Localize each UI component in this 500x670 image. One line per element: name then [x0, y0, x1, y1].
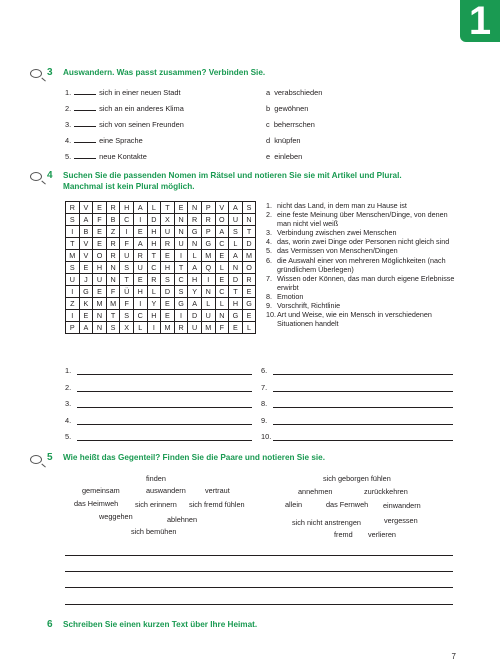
answer-line[interactable] [77, 440, 252, 441]
word-item: weggehen [99, 512, 133, 521]
grid-cell[interactable]: Y [147, 298, 161, 310]
answer-line[interactable] [273, 391, 453, 392]
grid-cell[interactable]: E [133, 226, 147, 238]
grid-cell[interactable]: S [120, 262, 134, 274]
grid-cell[interactable]: S [106, 322, 120, 334]
answer-number: 7. [261, 382, 268, 392]
clue-number: 3. [266, 228, 272, 238]
clue-list [266, 201, 461, 328]
word-item: das Heimweh [74, 499, 119, 508]
grid-cell[interactable]: F [106, 286, 120, 298]
grid-cell[interactable]: L [147, 286, 161, 298]
clue-item [266, 210, 461, 228]
grid-cell[interactable]: Y [188, 286, 202, 298]
grid-cell[interactable]: R [133, 250, 147, 262]
grid-cell[interactable]: R [106, 202, 120, 214]
grid-cell[interactable]: I [66, 226, 80, 238]
grid-cell[interactable]: G [201, 238, 215, 250]
grid-cell[interactable]: N [106, 274, 120, 286]
grid-cell[interactable]: R [66, 202, 80, 214]
grid-cell[interactable]: M [201, 250, 215, 262]
clue-text: Art und Weise, wie ein Mensch in verschiedenen Situationen handelt [277, 310, 432, 329]
grid-row [66, 310, 256, 322]
answer-row [261, 416, 267, 425]
grid-cell[interactable]: M [242, 250, 256, 262]
grid-cell[interactable]: L [201, 298, 215, 310]
grid-cell[interactable]: N [174, 214, 188, 226]
answer-row [261, 366, 267, 375]
word-item: auswandern [146, 486, 186, 495]
grid-cell[interactable]: R [174, 322, 188, 334]
grid-cell[interactable]: E [229, 322, 243, 334]
answer-blank[interactable] [74, 110, 96, 111]
grid-cell[interactable]: H [147, 226, 161, 238]
answer-blank[interactable] [74, 94, 96, 95]
grid-cell[interactable]: G [174, 298, 188, 310]
clue-text: Emotion [277, 291, 304, 301]
exercise-instruction: Wie heißt das Gegenteil? Finden Sie die Paare und notieren Sie sie. [63, 453, 325, 462]
clue-item [266, 228, 461, 237]
grid-cell[interactable]: O [242, 262, 256, 274]
grid-cell[interactable]: C [147, 262, 161, 274]
grid-cell[interactable]: H [147, 310, 161, 322]
grid-cell[interactable]: E [242, 310, 256, 322]
grid-cell[interactable]: B [106, 214, 120, 226]
grid-cell[interactable]: E [79, 262, 93, 274]
grid-cell[interactable]: N [215, 310, 229, 322]
grid-cell[interactable]: S [120, 310, 134, 322]
magnifier-icon [30, 455, 42, 464]
grid-cell[interactable]: L [229, 238, 243, 250]
answer-line[interactable] [273, 440, 453, 441]
clue-text: die Auswahl einer von mehreren Möglichkeiten (nach gründlichem Überlegen) [277, 255, 446, 274]
grid-cell[interactable]: H [161, 262, 175, 274]
grid-cell[interactable]: F [120, 298, 134, 310]
clue-number: 4. [266, 237, 272, 247]
grid-cell[interactable]: T [106, 310, 120, 322]
answer-line[interactable] [77, 391, 252, 392]
exercise-number: 3 [47, 67, 53, 78]
word-item: zurückkehren [364, 487, 408, 496]
grid-cell[interactable]: G [242, 298, 256, 310]
grid-cell[interactable]: S [161, 274, 175, 286]
grid-row [66, 202, 256, 214]
grid-cell[interactable]: R [161, 238, 175, 250]
grid-cell[interactable]: M [93, 298, 107, 310]
grid-cell[interactable]: L [188, 250, 202, 262]
page-number: 7 [451, 652, 456, 661]
grid-cell[interactable]: V [79, 202, 93, 214]
answer-line[interactable] [273, 374, 453, 375]
word-search-grid[interactable] [65, 201, 256, 334]
answer-row [65, 366, 71, 375]
grid-cell[interactable]: N [242, 214, 256, 226]
answer-number: 5. [65, 432, 72, 441]
exercise-number: 5 [47, 452, 53, 463]
grid-row [66, 286, 256, 298]
clue-number: 6. [266, 255, 272, 265]
grid-cell[interactable]: H [188, 274, 202, 286]
word-item: einwandern [383, 501, 421, 510]
answer-number: 6. [261, 366, 268, 375]
grid-cell[interactable]: X [161, 214, 175, 226]
clue-item [266, 246, 461, 255]
grid-cell[interactable]: E [161, 298, 175, 310]
answer-line[interactable] [77, 424, 252, 425]
clue-text: Verbindung zwischen zwei Menschen [277, 228, 397, 238]
grid-cell[interactable]: M [161, 322, 175, 334]
grid-row [66, 298, 256, 310]
grid-cell[interactable]: R [201, 214, 215, 226]
magnifier-icon [30, 69, 42, 78]
word-item: sich geborgen fühlen [323, 474, 391, 483]
match-right-item: b gewöhnen [266, 104, 309, 113]
grid-cell[interactable]: E [133, 274, 147, 286]
grid-cell[interactable]: L [133, 322, 147, 334]
grid-cell[interactable]: A [215, 226, 229, 238]
writing-line[interactable] [65, 604, 453, 605]
grid-cell[interactable]: D [229, 274, 243, 286]
grid-cell[interactable]: O [93, 250, 107, 262]
match-left-item: 4. eine Sprache [65, 136, 143, 145]
word-item: ablehnen [167, 515, 198, 524]
clue-number: 5. [266, 246, 272, 256]
grid-cell[interactable]: N [201, 286, 215, 298]
answer-number: 8. [261, 399, 268, 408]
word-item: sich bemühen [131, 527, 177, 536]
grid-cell[interactable]: I [133, 298, 147, 310]
grid-cell[interactable]: E [93, 286, 107, 298]
grid-cell[interactable]: E [242, 286, 256, 298]
grid-row [66, 238, 256, 250]
grid-cell[interactable]: I [133, 214, 147, 226]
grid-cell[interactable]: L [215, 298, 229, 310]
grid-row [66, 250, 256, 262]
word-item: gemeinsam [82, 486, 120, 495]
grid-cell[interactable]: U [188, 322, 202, 334]
grid-cell[interactable]: N [106, 262, 120, 274]
grid-cell[interactable]: S [242, 202, 256, 214]
grid-cell[interactable]: N [174, 226, 188, 238]
grid-row [66, 262, 256, 274]
grid-cell[interactable]: C [120, 214, 134, 226]
grid-cell[interactable]: R [242, 274, 256, 286]
answer-line[interactable] [273, 424, 453, 425]
answer-blank[interactable] [74, 126, 96, 127]
clue-text: das, worin zwei Dinge oder Personen nicht gleich sind [277, 237, 450, 247]
exercise-instruction: Suchen Sie die passenden Nomen im Rätsel und notieren Sie sie mit Artikel und Plural. Manchmal ist kein Plural möglich. [63, 171, 402, 191]
grid-cell[interactable]: I [147, 322, 161, 334]
grid-cell[interactable]: F [215, 322, 229, 334]
match-left-item: 5. neue Kontakte [65, 152, 147, 161]
answer-row [65, 416, 71, 425]
grid-cell[interactable]: E [215, 274, 229, 286]
grid-cell[interactable]: T [174, 262, 188, 274]
match-left-item: 1. sich in einer neuen Stadt [65, 88, 181, 97]
grid-cell[interactable]: R [147, 274, 161, 286]
grid-cell[interactable]: S [229, 226, 243, 238]
clue-item [266, 274, 461, 292]
grid-cell[interactable]: A [133, 202, 147, 214]
clue-number: 2. [266, 210, 272, 220]
grid-cell[interactable]: E [161, 250, 175, 262]
grid-cell[interactable]: U [201, 310, 215, 322]
answer-line[interactable] [77, 374, 252, 375]
answer-blank[interactable] [74, 158, 96, 159]
grid-cell[interactable]: G [188, 226, 202, 238]
grid-cell[interactable]: I [174, 310, 188, 322]
clue-number: 7. [266, 273, 272, 283]
grid-cell[interactable]: F [93, 214, 107, 226]
clue-number: 10. [266, 310, 276, 320]
clue-item [266, 310, 461, 328]
magnifier-icon [30, 172, 42, 181]
match-right-item: d knüpfen [266, 136, 301, 145]
grid-cell[interactable]: T [242, 226, 256, 238]
exercise-number: 6 [47, 619, 53, 630]
word-item: das Fernweh [326, 500, 369, 509]
grid-cell[interactable]: U [174, 238, 188, 250]
grid-cell[interactable]: N [93, 310, 107, 322]
grid-cell[interactable]: A [229, 202, 243, 214]
grid-cell[interactable]: G [229, 310, 243, 322]
word-item: vergessen [384, 516, 418, 525]
grid-cell[interactable]: F [120, 238, 134, 250]
chapter-tab: 1 [460, 0, 500, 42]
clue-number: 1. [266, 201, 272, 210]
writing-line[interactable] [65, 555, 453, 556]
grid-cell[interactable]: U [229, 214, 243, 226]
grid-cell[interactable]: R [106, 250, 120, 262]
grid-cell[interactable]: S [174, 286, 188, 298]
grid-cell[interactable]: U [133, 262, 147, 274]
grid-cell[interactable]: E [93, 238, 107, 250]
clue-item [266, 292, 461, 301]
grid-cell[interactable]: E [161, 310, 175, 322]
grid-cell[interactable]: T [229, 286, 243, 298]
answer-number: 1. [65, 366, 72, 375]
grid-cell[interactable]: S [66, 262, 80, 274]
grid-cell[interactable]: C [174, 274, 188, 286]
clue-text: nicht das Land, in dem man zu Hause ist [277, 201, 407, 210]
answer-row [261, 399, 267, 408]
clue-number: 9. [266, 301, 272, 311]
grid-cell[interactable]: N [229, 262, 243, 274]
match-left-item: 3. sich von seinen Freunden [65, 120, 184, 129]
clue-text: Wissen oder Können, das man durch eigene Erlebnisse erwirbt [277, 273, 455, 292]
answer-line[interactable] [273, 407, 453, 408]
grid-cell[interactable]: L [147, 202, 161, 214]
grid-cell[interactable]: C [215, 286, 229, 298]
grid-cell[interactable]: J [79, 274, 93, 286]
match-right-item: e einleben [266, 152, 303, 161]
grid-cell[interactable]: U [66, 274, 80, 286]
clue-item [266, 301, 461, 310]
clue-text: eine feste Meinung über Menschen/Dinge, von denen man nicht viel weiß [277, 210, 448, 229]
word-item: vertraut [205, 486, 230, 495]
grid-cell[interactable]: I [66, 286, 80, 298]
match-right-item: c beherrschen [266, 120, 315, 129]
word-item: sich fremd fühlen [189, 500, 245, 509]
grid-cell[interactable]: E [215, 250, 229, 262]
exercise-number: 4 [47, 170, 53, 181]
grid-row [66, 214, 256, 226]
grid-cell[interactable]: A [79, 214, 93, 226]
grid-cell[interactable]: H [93, 262, 107, 274]
grid-cell[interactable]: S [66, 214, 80, 226]
grid-cell[interactable]: M [201, 322, 215, 334]
word-item: verlieren [368, 530, 396, 539]
grid-cell[interactable]: A [188, 298, 202, 310]
grid-cell[interactable]: L [242, 322, 256, 334]
grid-cell[interactable]: V [79, 238, 93, 250]
grid-cell[interactable]: E [93, 226, 107, 238]
answer-number: 9. [261, 415, 268, 425]
grid-cell[interactable]: T [161, 202, 175, 214]
grid-cell[interactable]: I [120, 226, 134, 238]
grid-cell[interactable]: L [215, 262, 229, 274]
grid-cell[interactable]: P [201, 226, 215, 238]
grid-cell[interactable]: R [188, 214, 202, 226]
answer-number: 4. [65, 415, 72, 425]
writing-line[interactable] [65, 571, 453, 572]
grid-cell[interactable]: I [66, 310, 80, 322]
grid-cell[interactable]: I [174, 250, 188, 262]
grid-cell[interactable]: C [215, 238, 229, 250]
grid-cell[interactable]: A [188, 262, 202, 274]
word-item: sich erinnern [135, 500, 177, 509]
grid-cell[interactable]: Ü [120, 286, 134, 298]
clue-number: 8. [266, 291, 272, 301]
grid-cell[interactable]: H [133, 286, 147, 298]
grid-cell[interactable]: T [147, 250, 161, 262]
grid-cell[interactable]: X [120, 322, 134, 334]
grid-cell[interactable]: H [229, 298, 243, 310]
answer-row [261, 432, 271, 441]
grid-cell[interactable]: D [242, 238, 256, 250]
match-left-item: 2. sich an ein anderes Klima [65, 104, 184, 113]
grid-cell[interactable]: Q [201, 262, 215, 274]
answer-blank[interactable] [74, 142, 96, 143]
word-item: finden [146, 474, 166, 483]
answer-row [65, 383, 71, 392]
clue-item [266, 256, 461, 274]
grid-cell[interactable]: C [133, 310, 147, 322]
grid-row [66, 274, 256, 286]
clue-item [266, 201, 461, 210]
grid-cell[interactable]: U [120, 250, 134, 262]
grid-cell[interactable]: E [93, 202, 107, 214]
answer-row [261, 383, 267, 392]
grid-cell[interactable]: H [120, 202, 134, 214]
grid-cell[interactable]: U [161, 226, 175, 238]
answer-line[interactable] [77, 407, 252, 408]
grid-cell[interactable]: N [188, 202, 202, 214]
clue-text: das Vermissen von Menschen/Dingen [277, 246, 398, 256]
grid-cell[interactable]: T [120, 274, 134, 286]
grid-cell[interactable]: H [147, 238, 161, 250]
grid-cell[interactable]: G [79, 286, 93, 298]
grid-row [66, 322, 256, 334]
grid-cell[interactable]: K [79, 298, 93, 310]
grid-cell[interactable]: B [79, 226, 93, 238]
grid-cell[interactable]: D [147, 214, 161, 226]
answer-number: 10. [261, 432, 272, 441]
answer-row [65, 432, 71, 441]
grid-cell[interactable]: V [215, 202, 229, 214]
grid-row [66, 226, 256, 238]
exercise-instruction: Auswandern. Was passt zusammen? Verbinden Sie. [63, 68, 266, 77]
word-item: annehmen [298, 487, 333, 496]
grid-cell[interactable]: O [215, 214, 229, 226]
match-right-item: a verabschieden [266, 88, 323, 97]
word-item: allein [285, 500, 303, 509]
grid-cell[interactable]: Z [106, 226, 120, 238]
grid-cell[interactable]: Z [66, 298, 80, 310]
grid-cell[interactable]: T [66, 238, 80, 250]
grid-cell[interactable]: D [188, 310, 202, 322]
grid-cell[interactable]: V [79, 250, 93, 262]
answer-row [65, 399, 71, 408]
grid-cell[interactable]: R [106, 238, 120, 250]
word-item: fremd [334, 530, 353, 539]
grid-cell[interactable]: M [66, 250, 80, 262]
answer-number: 3. [65, 399, 72, 408]
answer-number: 2. [65, 382, 72, 392]
grid-cell[interactable]: N [188, 238, 202, 250]
grid-cell[interactable]: A [229, 250, 243, 262]
grid-cell[interactable]: E [79, 310, 93, 322]
grid-cell[interactable]: P [201, 202, 215, 214]
grid-cell[interactable]: A [133, 238, 147, 250]
clue-text: Vorschrift, Richtlinie [277, 301, 341, 311]
grid-cell[interactable]: E [174, 202, 188, 214]
word-item: sich nicht anstrengen [292, 518, 361, 527]
clue-item [266, 237, 461, 246]
exercise-instruction: Schreiben Sie einen kurzen Text über Ihre Heimat. [63, 620, 258, 629]
grid-cell[interactable]: U [93, 274, 107, 286]
grid-cell[interactable]: M [106, 298, 120, 310]
grid-cell[interactable]: P [66, 322, 80, 334]
grid-cell[interactable]: I [201, 274, 215, 286]
grid-cell[interactable]: N [93, 322, 107, 334]
grid-cell[interactable]: A [79, 322, 93, 334]
writing-line[interactable] [65, 587, 453, 588]
grid-cell[interactable]: D [161, 286, 175, 298]
